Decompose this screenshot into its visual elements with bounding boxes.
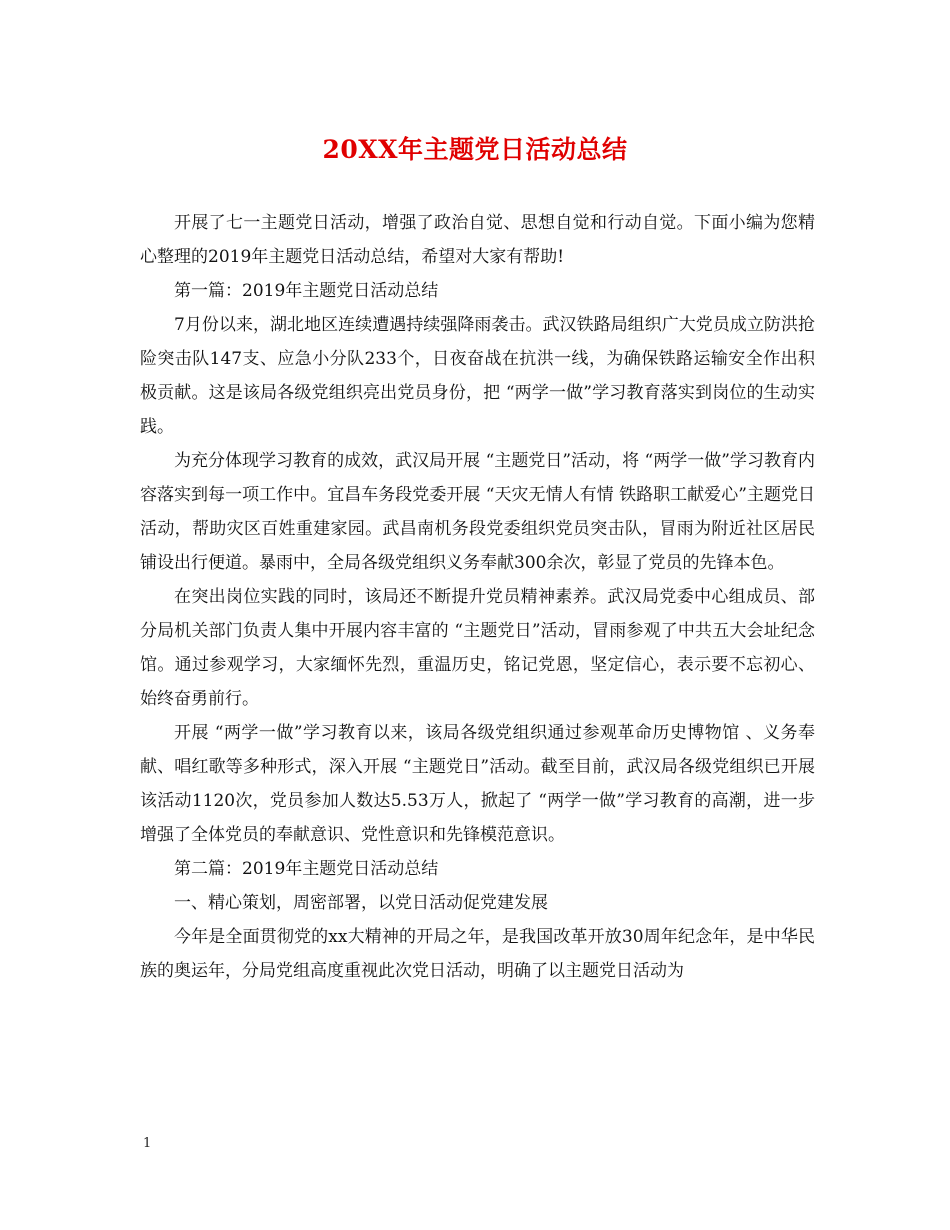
- section-heading-2: 第二篇：2019年主题党日活动总结: [174, 859, 439, 879]
- paragraph: 为充分体现学习教育的成效，武汉局开展 “主题党日”活动，将 “两学一做”学习教育内容落实到每一项工作中。宜昌车务段党委开展 “天灾无情人有情 铁路职工献爱心”主题党日活动，帮助灾区百姓重建家园。武昌南机务段党委组织党员突击队，冒雨为附近社区居民铺设出行便道。暴雨中，全局各级党组织义务奉献300余次，彰显了党员的先锋本色。: [140, 451, 815, 573]
- paragraph: 7月份以来，湖北地区连续遭遇持续强降雨袭击。武汉铁路局组织广大党员成立防洪抢险突击队147支、应急小分队233个，日夜奋战在抗洪一线，为确保铁路运输安全作出积极贡献。这是该局各级党组织亮出党员身份，把 “两学一做”学习教育落实到岗位的生动实践。: [140, 315, 815, 437]
- document-title: 20XX年主题党日活动总结: [322, 135, 628, 164]
- section-heading-1: 第一篇：2019年主题党日活动总结: [174, 281, 439, 301]
- paragraph: 在突出岗位实践的同时，该局还不断提升党员精神素养。武汉局党委中心组成员、部分局机关部门负责人集中开展内容丰富的 “主题党日”活动，冒雨参观了中共五大会址纪念馆。通过参观学习，大家缅怀先烈，重温历史，铭记党恩，坚定信心，表示要不忘初心、始终奋勇前行。: [140, 587, 815, 709]
- paragraph: 开展 “两学一做”学习教育以来，该局各级党组织通过参观革命历史博物馆 、义务奉献、唱红歌等多种形式，深入开展 “主题党日”活动。截至目前，武汉局各级党组织已开展该活动1120次，党员参加人数达5.53万人，掀起了 “两学一做”学习教育的高潮，进一步增强了全体党员的奉献意识、党性意识和先锋模范意识。: [140, 723, 815, 845]
- subheading: 一、精心策划，周密部署，以党日活动促党建发展: [174, 893, 548, 913]
- paragraph-intro: 开展了七一主题党日活动，增强了政治自觉、思想自觉和行动自觉。下面小编为您精心整理的2019年主题党日活动总结，希望对大家有帮助!: [140, 213, 815, 267]
- document-body: [140, 206, 815, 988]
- page-number: 1: [143, 1136, 152, 1151]
- paragraph: 今年是全面贯彻党的xx大精神的开局之年，是我国改革开放30周年纪念年，是中华民族的奥运年，分局党组高度重视此次党日活动，明确了以主题党日活动为: [140, 927, 815, 981]
